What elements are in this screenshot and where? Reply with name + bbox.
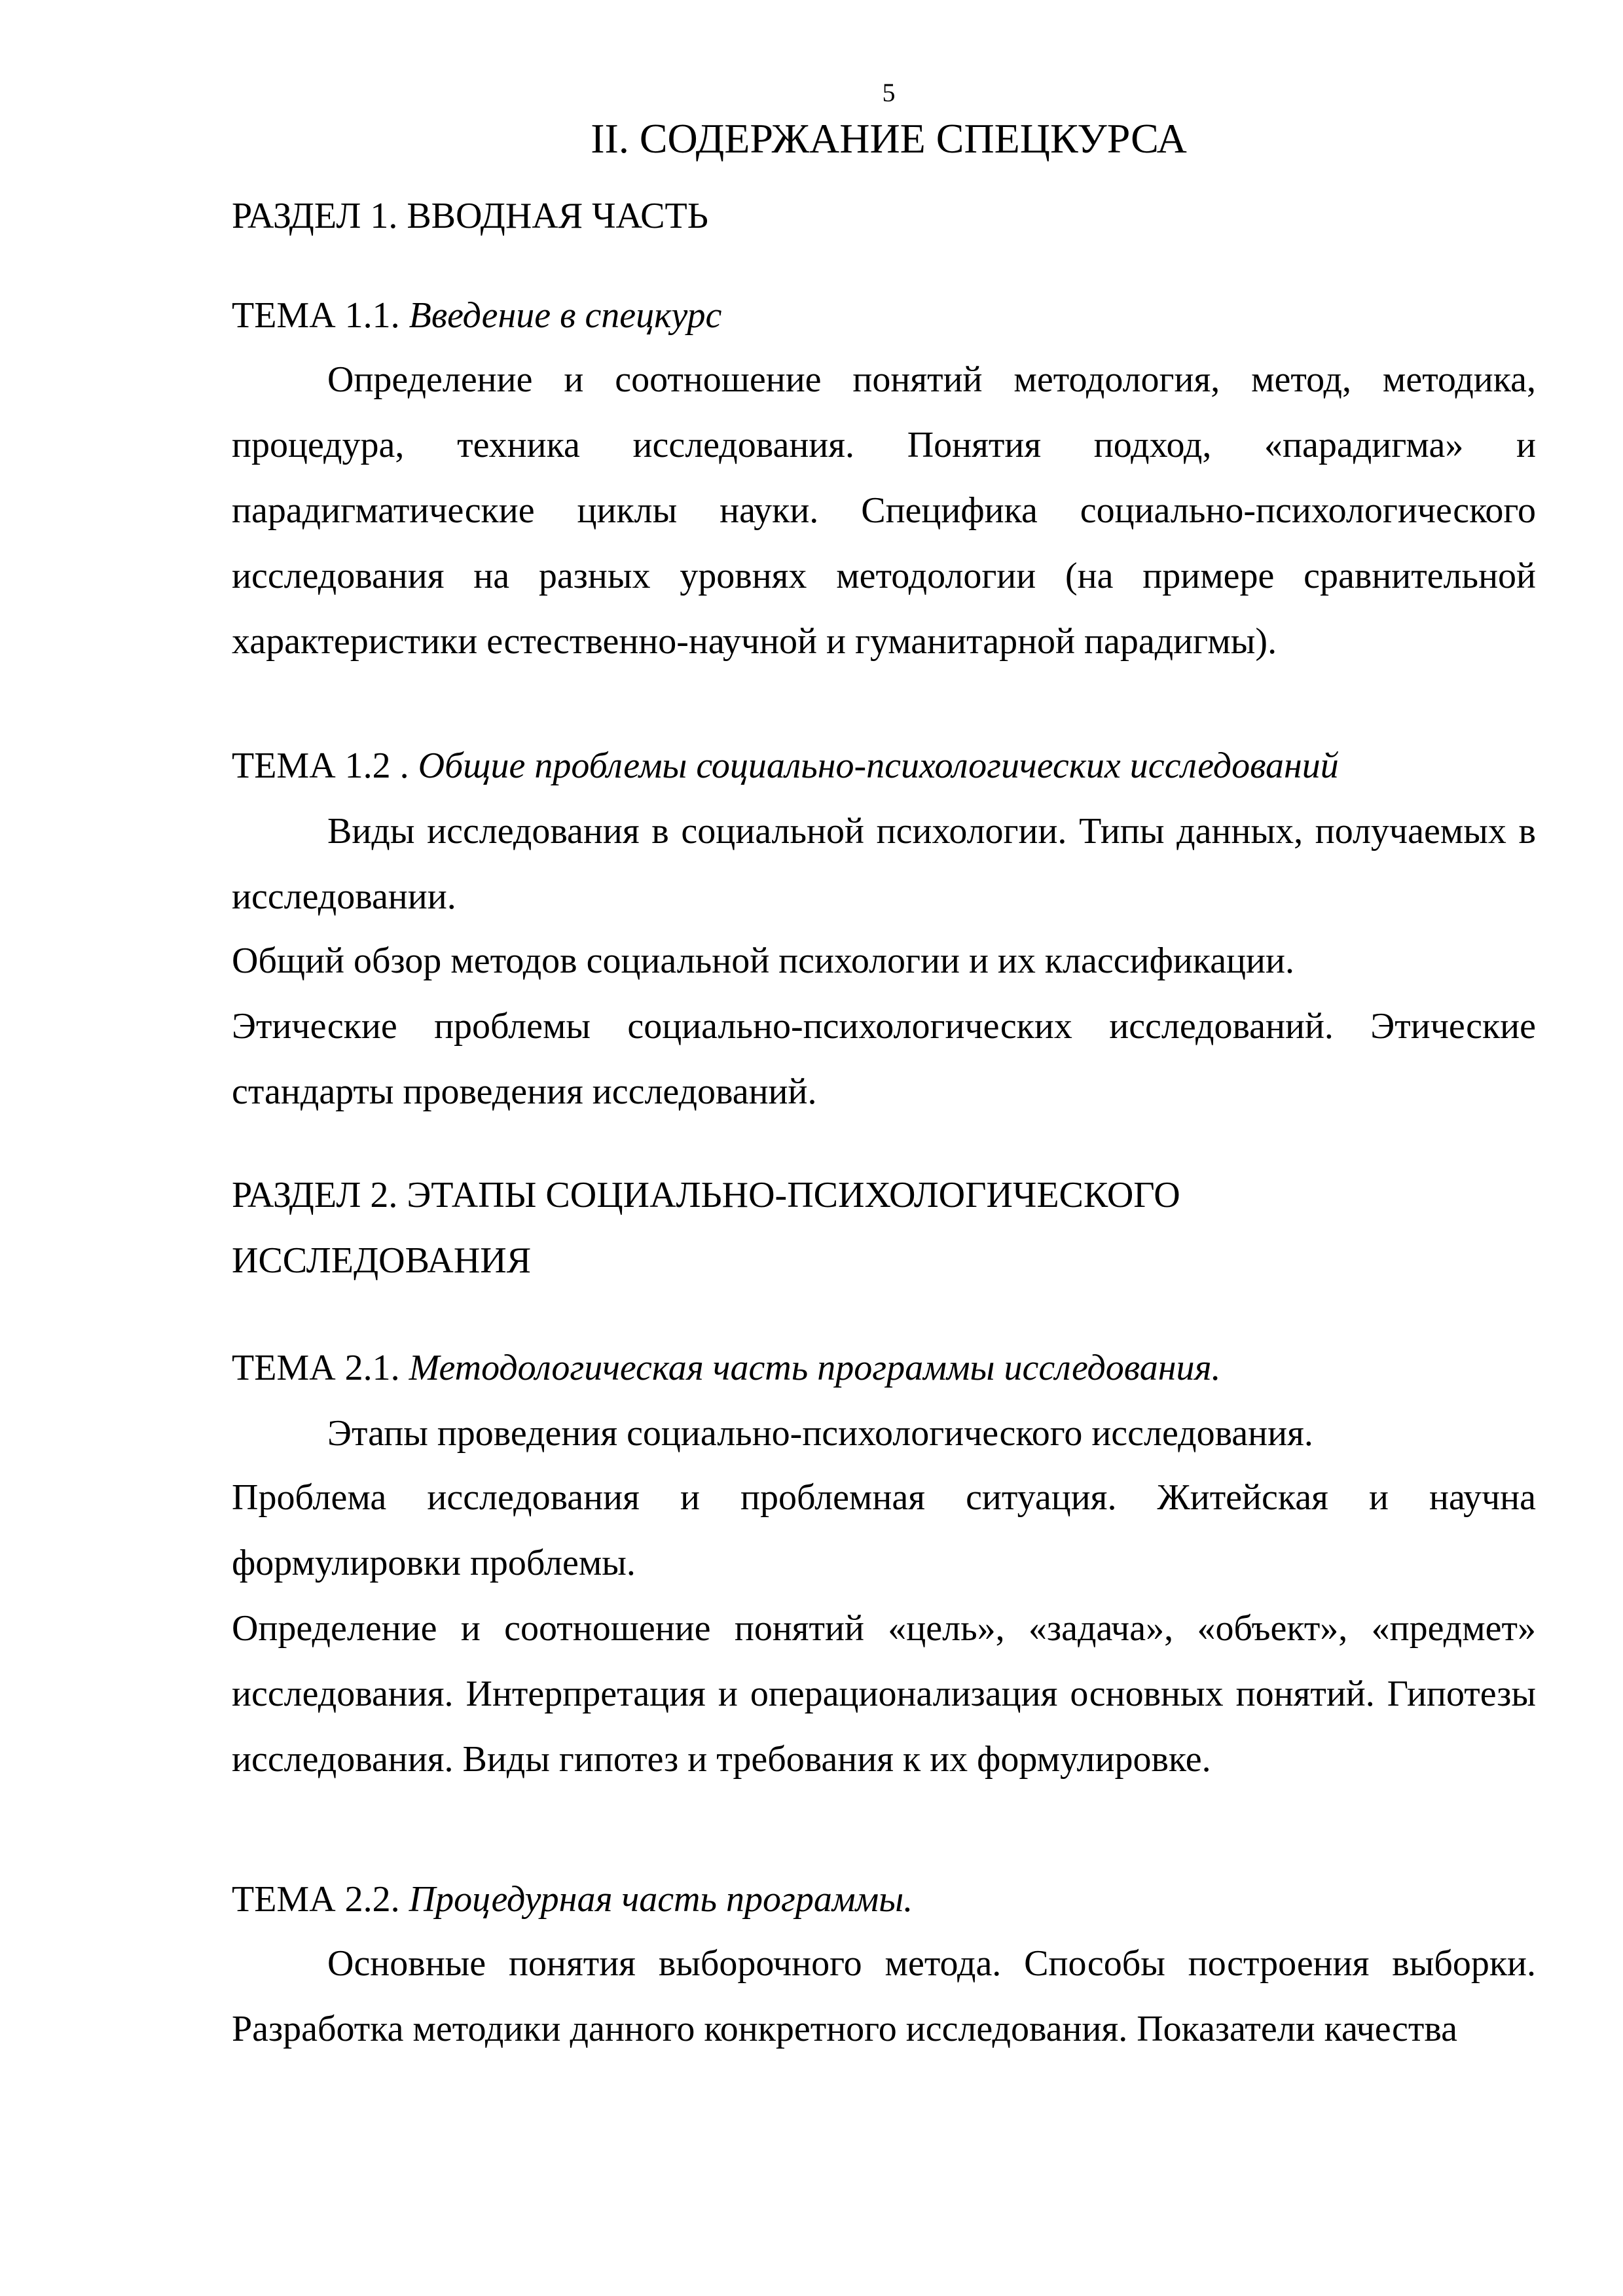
topic-1-2-heading bbox=[232, 733, 1536, 798]
topic-2-1-paragraph-3: Определение и соотношение понятий «цель», «задача», «объект», «предмет» исследования. Интерпретация и операционализация основных понятий. Гипотезы исследования. Виды гипотез и требования к их формулировке. bbox=[232, 1608, 1536, 1780]
topic-2-1-name: Методологическая часть программы исследования. bbox=[409, 1348, 1221, 1388]
document-title: II. СОДЕРЖАНИЕ СПЕЦКУРСА bbox=[591, 115, 1187, 162]
topic-2-2-label: ТЕМА 2.2. bbox=[232, 1879, 409, 1920]
topic-1-1-name: Введение в спецкурс bbox=[409, 295, 722, 336]
topic-2-1-paragraph-2: Проблема исследования и проблемная ситуация. Житейская и научна формулировки проблемы. bbox=[232, 1477, 1536, 1583]
topic-2-1-heading bbox=[232, 1335, 1536, 1401]
topic-2-2-name: Процедурная часть программы. bbox=[409, 1879, 913, 1920]
topic-1-1-paragraph-1: Определение и соотношение понятий методология, метод, методика, процедура, техника исследования. Понятия подход, «парадигма» и парадигматические циклы науки. Специфика социально-психологического исследования на разных уровнях методологии (на примере сравнительной характеристики естественно-научной и гуманитарной парадигмы). bbox=[232, 359, 1536, 662]
topic-1-1-label: ТЕМА 1.1. bbox=[232, 295, 409, 336]
topic-2-1-label: ТЕМА 2.1. bbox=[232, 1348, 409, 1388]
topic-2-2-paragraph-1: Основные понятия выборочного метода. Способы построения выборки. Разработка методики данного конкретного исследования. Показатели качества bbox=[232, 1943, 1536, 2049]
section-2-heading: РАЗДЕЛ 2. ЭТАПЫ СОЦИАЛЬНО-ПСИХОЛОГИЧЕСКОГО ИССЛЕДОВАНИЯ bbox=[232, 1175, 1180, 1281]
page-number: 5 bbox=[882, 78, 896, 107]
topic-1-2-name: Общие проблемы социально-психологических исследований bbox=[418, 745, 1339, 786]
topic-1-2-label: ТЕМА 1.2 . bbox=[232, 745, 418, 786]
topic-1-2-paragraph-2: Общий обзор методов социальной психологии и их классификации. bbox=[232, 941, 1294, 981]
topic-1-2-paragraph-3: Этические проблемы социально-психологических исследований. Этические стандарты проведения исследований. bbox=[232, 1006, 1536, 1112]
section-1-heading: РАЗДЕЛ 1. ВВОДНАЯ ЧАСТЬ bbox=[232, 196, 708, 236]
topic-1-1-heading bbox=[232, 283, 1536, 348]
topic-2-1-paragraph-1: Этапы проведения социально-психологического исследования. bbox=[327, 1413, 1313, 1454]
topic-1-2-paragraph-1: Виды исследования в социальной психологии. Типы данных, получаемых в исследовании. bbox=[232, 811, 1536, 917]
topic-2-2-heading bbox=[232, 1867, 1536, 1932]
